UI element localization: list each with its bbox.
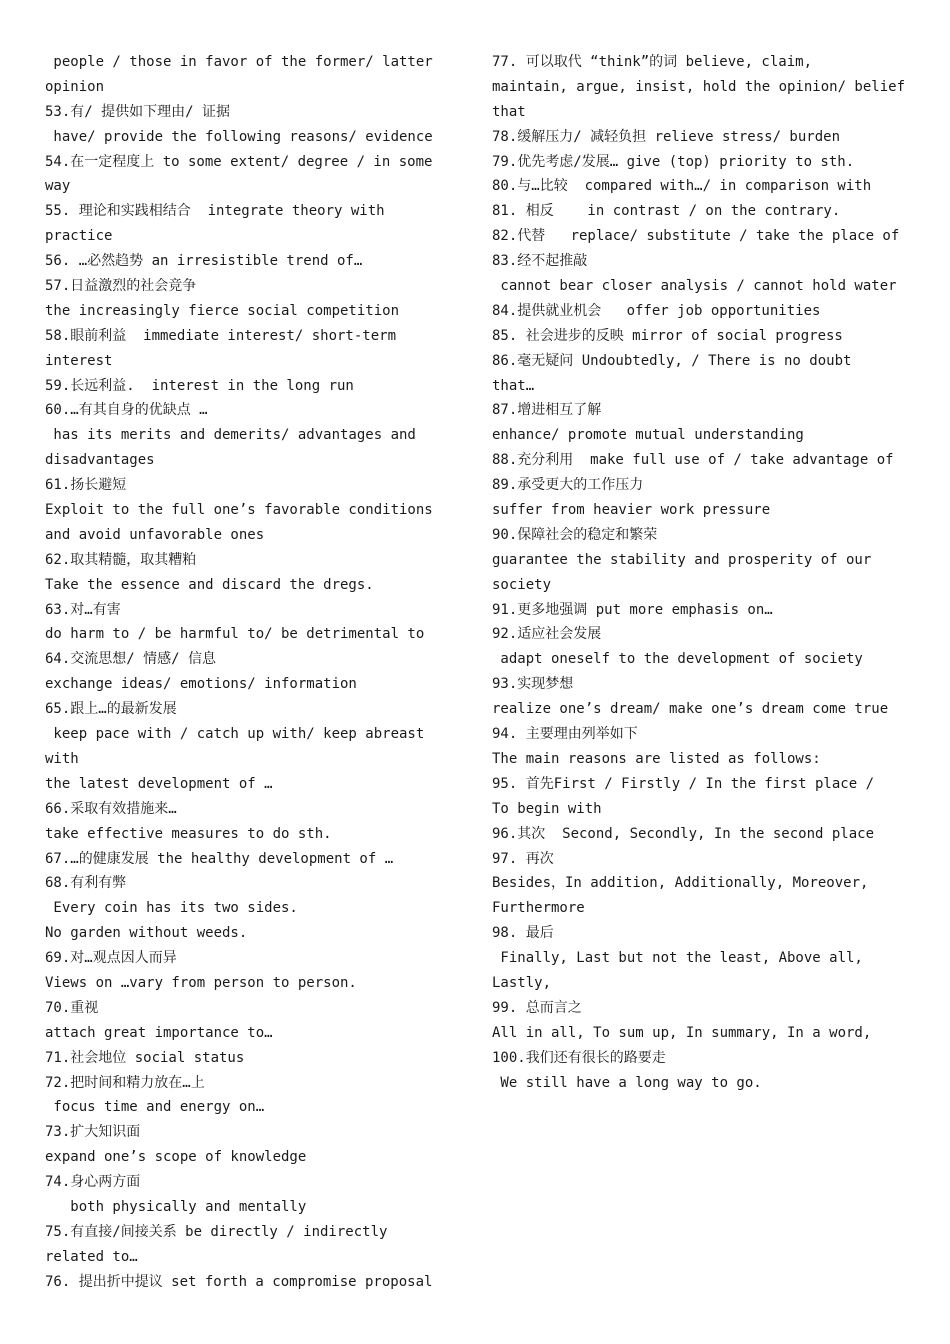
text-line: 59.长远利益. interest in the long run (45, 377, 354, 394)
text-line: do harm to / be harmful to/ be detrimental to (45, 626, 425, 643)
text-line: exchange ideas/ emotions/ information (45, 676, 357, 693)
text-line: 88.充分利用 make full use of / take advantage of (492, 452, 894, 469)
text-line: practice (45, 228, 113, 245)
text-line: opinion (45, 78, 105, 95)
text-line: 67.…的健康发展 the healthy development of … (45, 850, 394, 867)
text-line: 99. 总而言之 (492, 999, 582, 1016)
text-line: focus time and energy on… (45, 1099, 265, 1116)
text-line: Besides，In addition, Additionally, Moreover, (492, 875, 869, 892)
text-line: attach great importance to… (45, 1024, 273, 1041)
text-line: Furthermore (492, 900, 585, 917)
text-line: 69.对…观点因人而异 (45, 950, 177, 967)
text-line: maintain, argue, insist, hold the opinion/ belief (492, 78, 906, 95)
text-line: 84.提供就业机会 offer job opportunities (492, 302, 821, 319)
text-line: 78.缓解压力/ 减轻负担 relieve stress/ burden (492, 128, 841, 145)
text-line: 90.保障社会的稳定和繁荣 (492, 526, 658, 543)
text-line: and avoid unfavorable ones (45, 526, 265, 543)
text-line: The main reasons are listed as follows: (492, 750, 821, 767)
text-line: 61.扬长避短 (45, 477, 127, 494)
text-line: We still have a long way to go. (492, 1074, 762, 1091)
text-line: 66.采取有效措施来… (45, 800, 177, 817)
text-line: related to… (45, 1248, 138, 1265)
text-line: All in all, To sum up, In summary, In a word, (492, 1024, 872, 1041)
text-line: 62.取其精髓，取其糟粕 (45, 551, 197, 568)
left-column (45, 50, 465, 1295)
text-line: society (492, 576, 552, 593)
text-line: interest (45, 352, 113, 369)
text-line: 92.适应社会发展 (492, 626, 602, 643)
text-line: 73.扩大知识面 (45, 1124, 141, 1141)
text-line: Lastly, (492, 974, 552, 991)
text-line: Take the essence and discard the dregs. (45, 576, 374, 593)
text-line: 82.代替 replace/ substitute / take the place of (492, 228, 900, 245)
text-line: 72.把时间和精力放在…上 (45, 1074, 205, 1091)
text-line: 70.重视 (45, 999, 99, 1016)
text-line: To begin with (492, 800, 602, 817)
text-line: 93.实现梦想 (492, 676, 574, 693)
text-line: Views on …vary from person to person. (45, 974, 357, 991)
text-line: 100.我们还有很长的路要走 (492, 1049, 666, 1066)
text-line: 94. 主要理由列举如下 (492, 726, 638, 743)
text-line: that… (492, 377, 535, 394)
text-line: cannot bear closer analysis / cannot hold water (492, 278, 897, 295)
text-line: 60.…有其自身的优缺点 … (45, 402, 208, 419)
text-line: with (45, 750, 79, 767)
text-line: way (45, 178, 71, 195)
text-line: has its merits and demerits/ advantages and (45, 427, 416, 444)
text-line: 77. 可以取代 “think”的词 believe, claim, (492, 54, 813, 70)
text-line: 64.交流思想/ 情感/ 信息 (45, 651, 217, 668)
text-line: 74.身心两方面 (45, 1174, 141, 1191)
text-line: 76. 提出折中提议 set forth a compromise proposal (45, 1273, 433, 1290)
text-line: 86.毫无疑问 Undoubtedly, / There is no doubt (492, 352, 852, 369)
text-line: 97. 再次 (492, 850, 554, 867)
text-line: expand one’s scope of knowledge (45, 1149, 307, 1166)
text-line: that (492, 103, 526, 120)
text-line: disadvantages (45, 452, 155, 469)
text-line: 98. 最后 (492, 925, 554, 942)
text-line: 89.承受更大的工作压力 (492, 477, 644, 494)
text-line: enhance/ promote mutual understanding (492, 427, 804, 444)
text-line: 56. …必然趋势 an irresistible trend of… (45, 253, 363, 270)
text-line: both physically and mentally (45, 1198, 307, 1215)
text-line: 85. 社会进步的反映 mirror of social progress (492, 327, 843, 344)
text-line: 80.与…比较 compared with…/ in comparison with (492, 178, 872, 195)
text-line: Every coin has its two sides. (45, 900, 298, 917)
text-line: realize one’s dream/ make one’s dream come true (492, 701, 889, 718)
text-line: No garden without weeds. (45, 925, 248, 942)
text-line: 65.跟上…的最新发展 (45, 701, 177, 718)
text-line: have/ provide the following reasons/ evidence (45, 128, 433, 145)
text-line: the latest development of … (45, 775, 273, 792)
text-line: guarantee the stability and prosperity of our (492, 551, 872, 568)
text-line: the increasingly fierce social competition (45, 302, 400, 319)
text-line: 57.日益激烈的社会竞争 (45, 278, 197, 295)
text-line: 68.有利有弊 (45, 875, 127, 892)
text-line: 83.经不起推敲 (492, 253, 588, 270)
text-line: take effective measures to do sth. (45, 825, 332, 842)
text-line: 95. 首先First / Firstly / In the first place / (492, 775, 875, 792)
text-line: 91.更多地强调 put more emphasis on… (492, 601, 773, 618)
right-column (492, 50, 912, 1095)
text-line: suffer from heavier work pressure (492, 502, 771, 519)
text-line: keep pace with / catch up with/ keep abreast (45, 726, 425, 743)
text-line: Exploit to the full one’s favorable conditions (45, 502, 433, 519)
text-line: 87.增进相互了解 (492, 402, 602, 419)
text-line: 55. 理论和实践相结合 integrate theory with (45, 203, 385, 220)
text-line: adapt oneself to the development of society (492, 651, 863, 668)
text-line: 79.优先考虑/发展… give (top) priority to sth. (492, 153, 855, 170)
text-line: 81. 相反 in contrast / on the contrary. (492, 203, 841, 220)
text-line: 71.社会地位 social status (45, 1049, 245, 1066)
text-line: 63.对…有害 (45, 601, 121, 618)
text-line: Finally, Last but not the least, Above all, (492, 950, 863, 967)
text-line: 96.其次 Second, Secondly, In the second place (492, 825, 875, 842)
text-line: people / those in favor of the former/ latter (45, 54, 433, 70)
text-line: 54.在一定程度上 to some extent/ degree / in some (45, 153, 433, 170)
text-line: 53.有/ 提供如下理由/ 证据 (45, 103, 231, 120)
text-line: 75.有直接/间接关系 be directly / indirectly (45, 1223, 388, 1240)
text-line: 58.眼前利益 immediate interest/ short-term (45, 327, 397, 344)
